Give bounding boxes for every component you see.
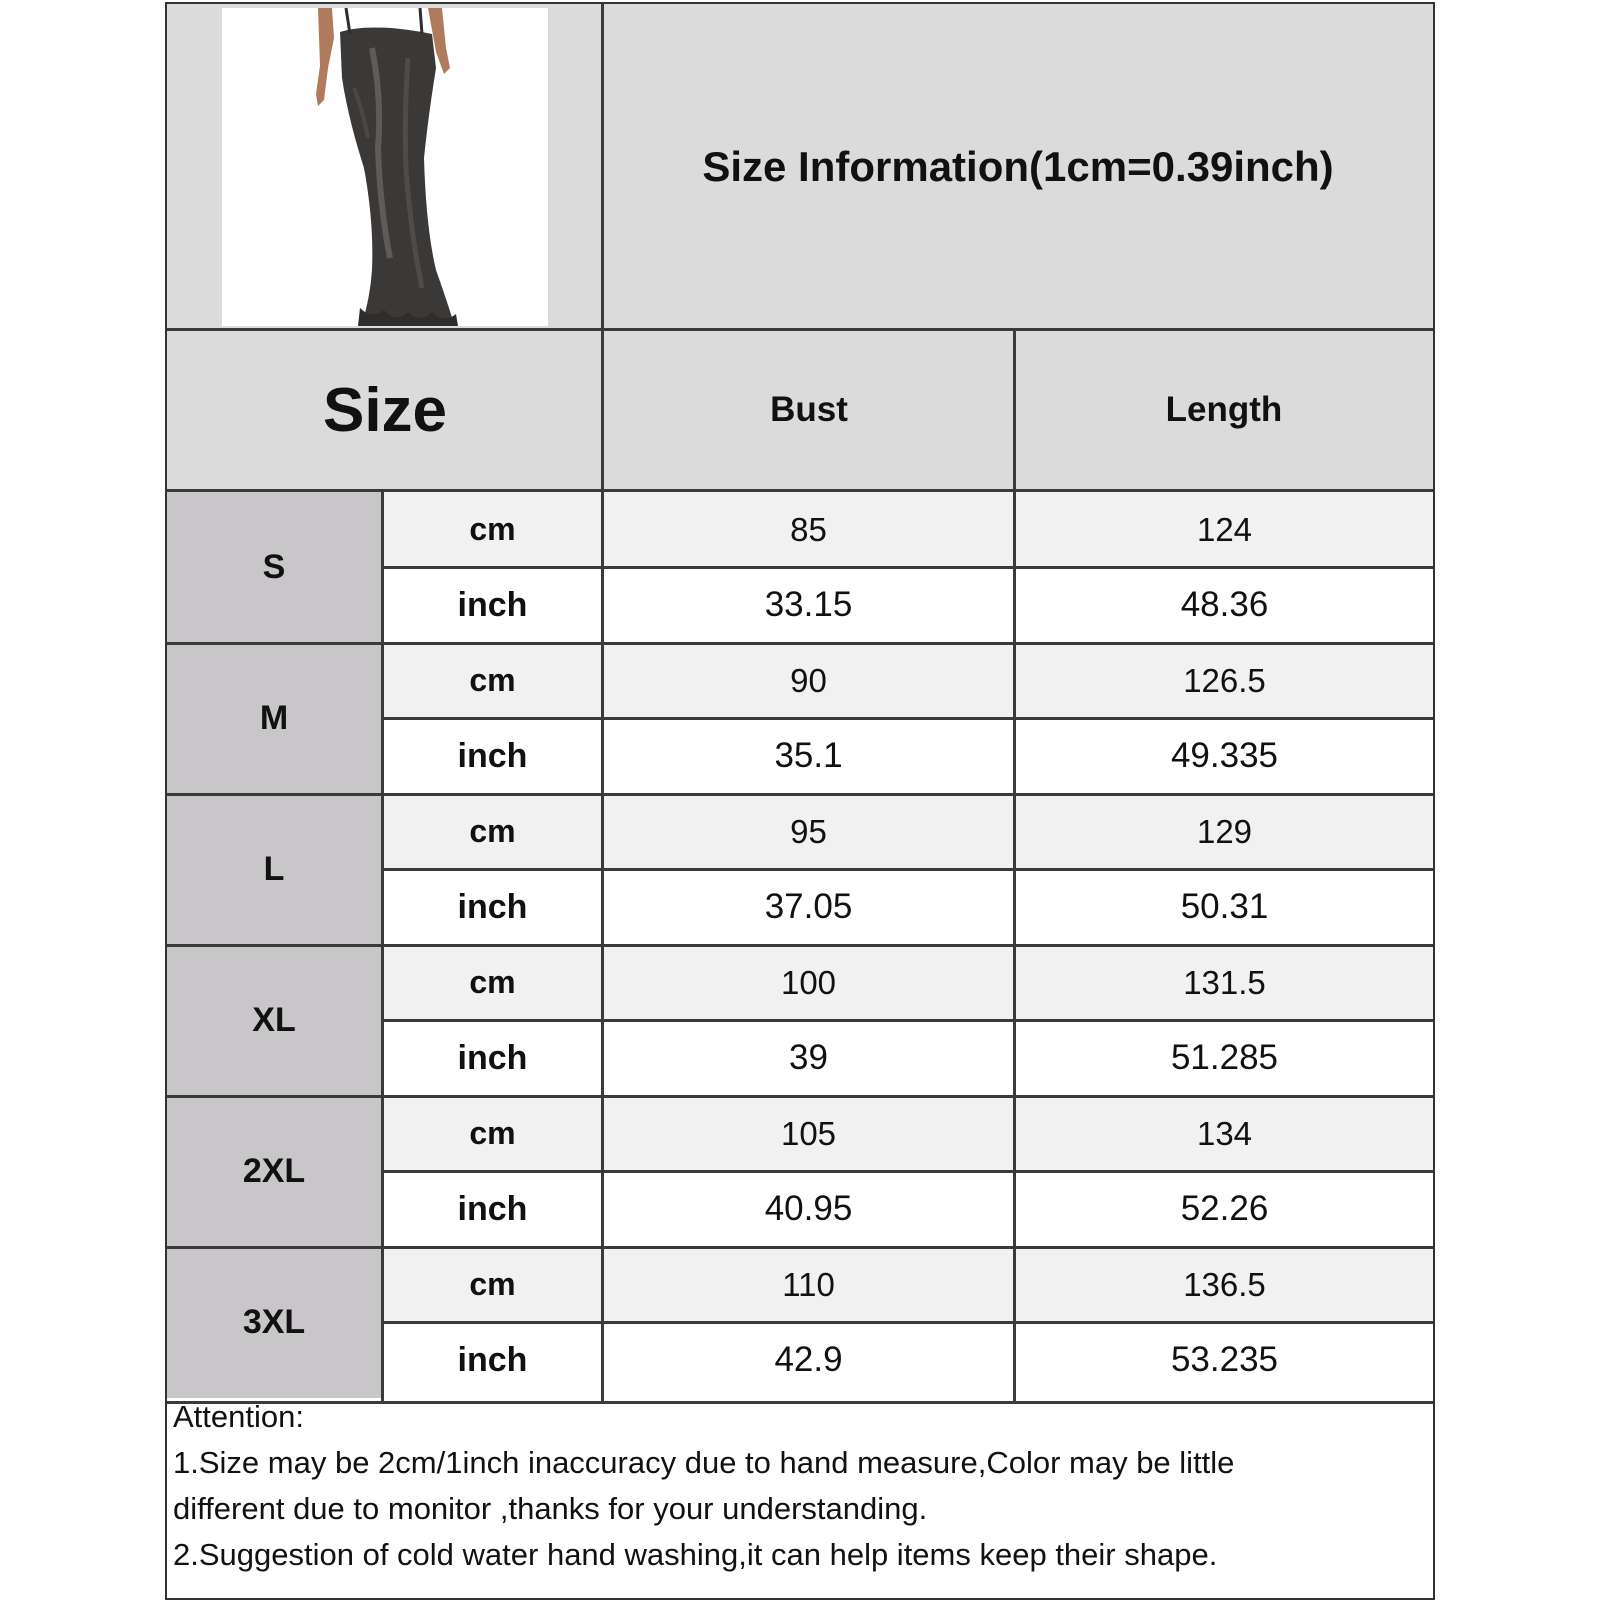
divider [167,1095,1433,1098]
attention-notes [173,1399,1428,1578]
divider [167,328,1433,331]
bust-inch-value: 33.15 [604,568,1013,644]
product-photo-panel [167,4,603,330]
divider [381,566,1433,569]
bust-cm-value: 105 [604,1096,1013,1172]
unit-label-cm: cm [384,643,601,719]
divider [381,1321,1433,1324]
divider [601,4,604,1404]
size-label: XL [167,945,381,1096]
length-inch-value: 49.335 [1016,719,1433,795]
unit-label-inch: inch [384,719,601,795]
size-column-header: Size [167,330,603,490]
unit-label-inch: inch [384,1021,601,1097]
bust-cm-value: 90 [604,643,1013,719]
unit-label-cm: cm [384,945,601,1021]
bust-inch-value: 40.95 [604,1172,1013,1248]
unit-label-inch: inch [384,1172,601,1248]
size-label: L [167,794,381,945]
size-chart [165,2,1435,1600]
bust-cm-value: 110 [604,1247,1013,1323]
dress-model-illustration [222,8,548,326]
size-label: 3XL [167,1247,381,1398]
divider [381,1170,1433,1173]
divider [167,642,1433,645]
divider [167,793,1433,796]
length-cm-value: 129 [1016,794,1433,870]
notes-line: 2.Suggestion of cold water hand washing,it can help items keep their shape. [173,1537,1218,1572]
divider [381,868,1433,871]
size-information-header [603,4,1433,330]
notes-line: different due to monitor ,thanks for your understanding. [173,1491,928,1526]
divider [167,489,1433,492]
divider [1013,328,1016,1404]
size-label: 2XL [167,1096,381,1247]
notes-line: 1.Size may be 2cm/1inch inaccuracy due to hand measure,Color may be little [173,1445,1235,1480]
length-cm-value: 124 [1016,492,1433,568]
notes-heading: Attention: [173,1399,304,1434]
product-image [222,8,548,326]
length-column-header: Length [1015,330,1433,490]
divider [381,489,384,1404]
unit-label-cm: cm [384,492,601,568]
divider [381,1019,1433,1022]
length-inch-value: 53.235 [1016,1323,1433,1399]
bust-inch-value: 39 [604,1021,1013,1097]
size-label: S [167,492,381,643]
bust-inch-value: 37.05 [604,870,1013,946]
unit-label-cm: cm [384,1096,601,1172]
bust-cm-value: 85 [604,492,1013,568]
length-inch-value: 50.31 [1016,870,1433,946]
bust-inch-value: 42.9 [604,1323,1013,1399]
bust-cm-value: 95 [604,794,1013,870]
unit-label-cm: cm [384,794,601,870]
divider [167,944,1433,947]
unit-label-inch: inch [384,1323,601,1399]
divider [167,1246,1433,1249]
length-cm-value: 136.5 [1016,1247,1433,1323]
divider [381,717,1433,720]
bust-column-header: Bust [603,330,1015,490]
length-inch-value: 51.285 [1016,1021,1433,1097]
page-title: Size Information(1cm=0.39inch) [702,143,1334,190]
length-cm-value: 134 [1016,1096,1433,1172]
unit-label-inch: inch [384,568,601,644]
length-cm-value: 126.5 [1016,643,1433,719]
bust-cm-value: 100 [604,945,1013,1021]
length-inch-value: 52.26 [1016,1172,1433,1248]
unit-label-inch: inch [384,870,601,946]
unit-label-cm: cm [384,1247,601,1323]
bust-inch-value: 35.1 [604,719,1013,795]
size-label: M [167,643,381,794]
length-inch-value: 48.36 [1016,568,1433,644]
length-cm-value: 131.5 [1016,945,1433,1021]
